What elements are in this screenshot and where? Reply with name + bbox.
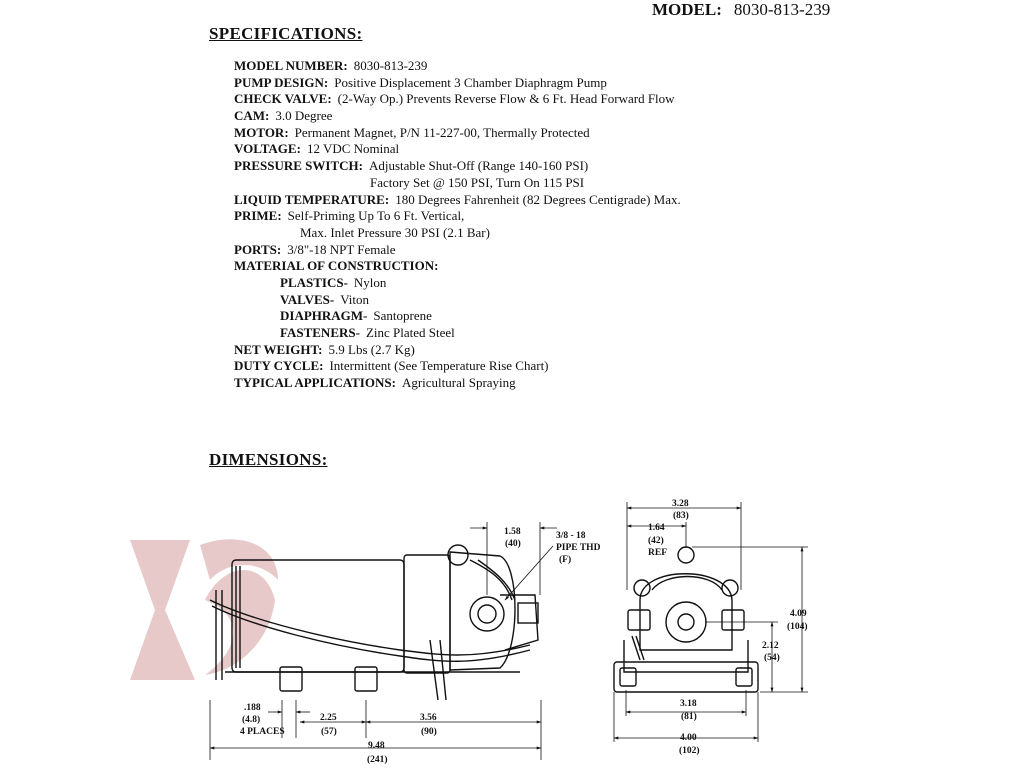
spec-value: 5.9 Lbs (2.7 Kg): [328, 341, 415, 357]
foot-hole-mm: (4.8): [242, 715, 261, 725]
end-view-dimension-lines: [614, 502, 808, 742]
foot-spacing-a-mm: (57): [321, 727, 337, 737]
spec-row-valves: [234, 292, 681, 309]
spec-row-pressure-switch: [234, 158, 681, 175]
side-port-left: [628, 610, 650, 630]
spec-key: PUMP DESIGN:: [234, 74, 329, 90]
spec-key: PRESSURE SWITCH:: [234, 158, 363, 174]
spec-row-typical-applications: [234, 375, 681, 392]
spec-row-check-valve: [234, 91, 681, 108]
mount-foot: [355, 667, 377, 691]
spec-row-voltage: [234, 141, 681, 158]
spec-key: MATERIAL OF CONSTRUCTION:: [234, 258, 439, 274]
spec-value: Santoprene: [373, 308, 432, 324]
spec-value: Intermittent (See Temperature Rise Chart): [329, 358, 549, 374]
overall-height-in: 4.09: [790, 609, 807, 619]
spec-row-cam: [234, 108, 681, 125]
pump-head: [450, 552, 515, 670]
spec-key: PRIME:: [234, 208, 282, 224]
top-boss: [678, 547, 694, 563]
spec-value: Positive Displacement 3 Chamber Diaphragm Pump: [334, 74, 607, 90]
spec-key: FASTENERS-: [280, 325, 360, 340]
mount-foot: [280, 667, 302, 691]
base-width-in: 3.18: [680, 699, 697, 709]
foot-hole-in: .188: [244, 703, 261, 713]
side-view-labels: [240, 527, 601, 765]
spec-row-model-number: [234, 58, 681, 75]
spec-key: DIAPHRAGM-: [280, 308, 368, 324]
spec-value: Viton: [340, 291, 370, 307]
spec-value: 3.0 Degree: [275, 108, 333, 124]
spec-row-motor: [234, 125, 681, 142]
center-ref-in: 1.64: [648, 523, 665, 533]
foot-hole-count: 4 PLACES: [240, 727, 285, 737]
mounting-boss: [448, 545, 468, 565]
specifications-title: SPECIFICATIONS:: [209, 24, 363, 43]
spec-value: Self-Priming Up To 6 Ft. Vertical,: [287, 208, 465, 224]
model-value: 8030-813-239: [733, 0, 831, 19]
spec-value: 8030-813-239: [353, 58, 428, 73]
spec-row-prime-cont: [234, 225, 681, 242]
spec-key: TYPICAL APPLICATIONS:: [234, 375, 396, 391]
end-view-labels: [648, 499, 808, 756]
pipe-thread-size: 3/8 - 18: [556, 531, 586, 541]
spec-key: PORTS:: [234, 241, 282, 257]
spec-row-prime: [234, 208, 681, 225]
foot-spacing-a-in: 2.25: [320, 713, 337, 723]
spec-value: Zinc Plated Steel: [365, 325, 455, 340]
spec-value: 12 VDC Nominal: [306, 141, 400, 157]
spec-value: 3/8"-18 NPT Female: [287, 241, 396, 257]
center-ref-label: REF: [648, 548, 667, 558]
spec-value: Adjustable Shut-Off (Range 140-160 PSI): [368, 158, 589, 174]
spec-value: Max. Inlet Pressure 30 PSI (2.1 Bar): [300, 224, 490, 240]
spec-row-plastics: [234, 275, 681, 292]
port-offset-in: 1.58: [504, 527, 521, 537]
spec-key: VALVES-: [280, 291, 335, 307]
spec-row-pump-design: [234, 75, 681, 92]
overall-length-in: 9.48: [368, 741, 385, 751]
side-port-right: [722, 610, 744, 630]
spec-key: DUTY CYCLE:: [234, 358, 324, 374]
spec-key: VOLTAGE:: [234, 141, 301, 157]
spec-key: PLASTICS-: [280, 274, 348, 290]
spec-key: LIQUID TEMPERATURE:: [234, 191, 390, 207]
inlet-port-outer: [470, 597, 504, 631]
center-port: [666, 602, 706, 642]
spec-value: (2-Way Op.) Prevents Reverse Flow & 6 Ft. Head Forward Flow: [337, 91, 675, 107]
spec-key: CHECK VALVE:: [234, 91, 332, 107]
spec-row-ports: [234, 242, 681, 259]
foot-width-in: 4.00: [680, 733, 697, 743]
spec-key: CAM:: [234, 108, 270, 124]
dimension-drawing: [0, 480, 1024, 768]
motor-end-cap: [404, 555, 450, 673]
spec-key: NET WEIGHT:: [234, 341, 323, 357]
pipe-thread-gender: (F): [559, 555, 572, 565]
inlet-port-inner: [478, 605, 496, 623]
spec-key: MODEL NUMBER:: [234, 58, 348, 73]
spec-value: Permanent Magnet, P/N 11-227-00, Thermally Protected: [294, 124, 590, 140]
base-width-mm: (81): [681, 712, 697, 722]
foot-width-mm: (102): [679, 746, 700, 756]
overall-height-mm: (104): [787, 622, 808, 632]
dimensions-title: DIMENSIONS:: [209, 450, 328, 469]
overall-length-mm: (241): [367, 755, 388, 765]
spec-value: Nylon: [353, 274, 387, 290]
spec-row-pressure-switch-cont: [234, 175, 681, 192]
foot-spacing-b-in: 3.56: [420, 713, 437, 723]
overall-width-in: 3.28: [672, 499, 689, 509]
foot-spacing-b-mm: (90): [421, 727, 437, 737]
model-header: [652, 0, 830, 20]
spec-row-duty-cycle: [234, 358, 681, 375]
spec-value: Factory Set @ 150 PSI, Turn On 115 PSI: [370, 174, 585, 190]
spec-row-material: [234, 258, 681, 275]
spec-value: Agricultural Spraying: [401, 375, 516, 391]
spec-key: MOTOR:: [234, 124, 289, 140]
spec-row-diaphragm: [234, 308, 681, 325]
port-offset-mm: (40): [505, 539, 521, 549]
end-view-pump: [614, 547, 758, 692]
port-height-in: 2.12: [762, 641, 779, 651]
spec-value: 180 Degrees Fahrenheit (82 Degrees Centigrade) Max.: [395, 191, 681, 207]
specifications-list: [234, 58, 681, 392]
spec-row-liquid-temperature: [234, 192, 681, 209]
overall-width-mm: (83): [673, 511, 689, 521]
spec-row-fasteners: [234, 325, 681, 342]
model-label: MODEL:: [652, 0, 722, 19]
pipe-thread-type: PIPE THD: [556, 543, 601, 553]
port-height-mm: (54): [764, 653, 780, 663]
spec-row-net-weight: [234, 342, 681, 359]
center-ref-mm: (42): [648, 536, 664, 546]
